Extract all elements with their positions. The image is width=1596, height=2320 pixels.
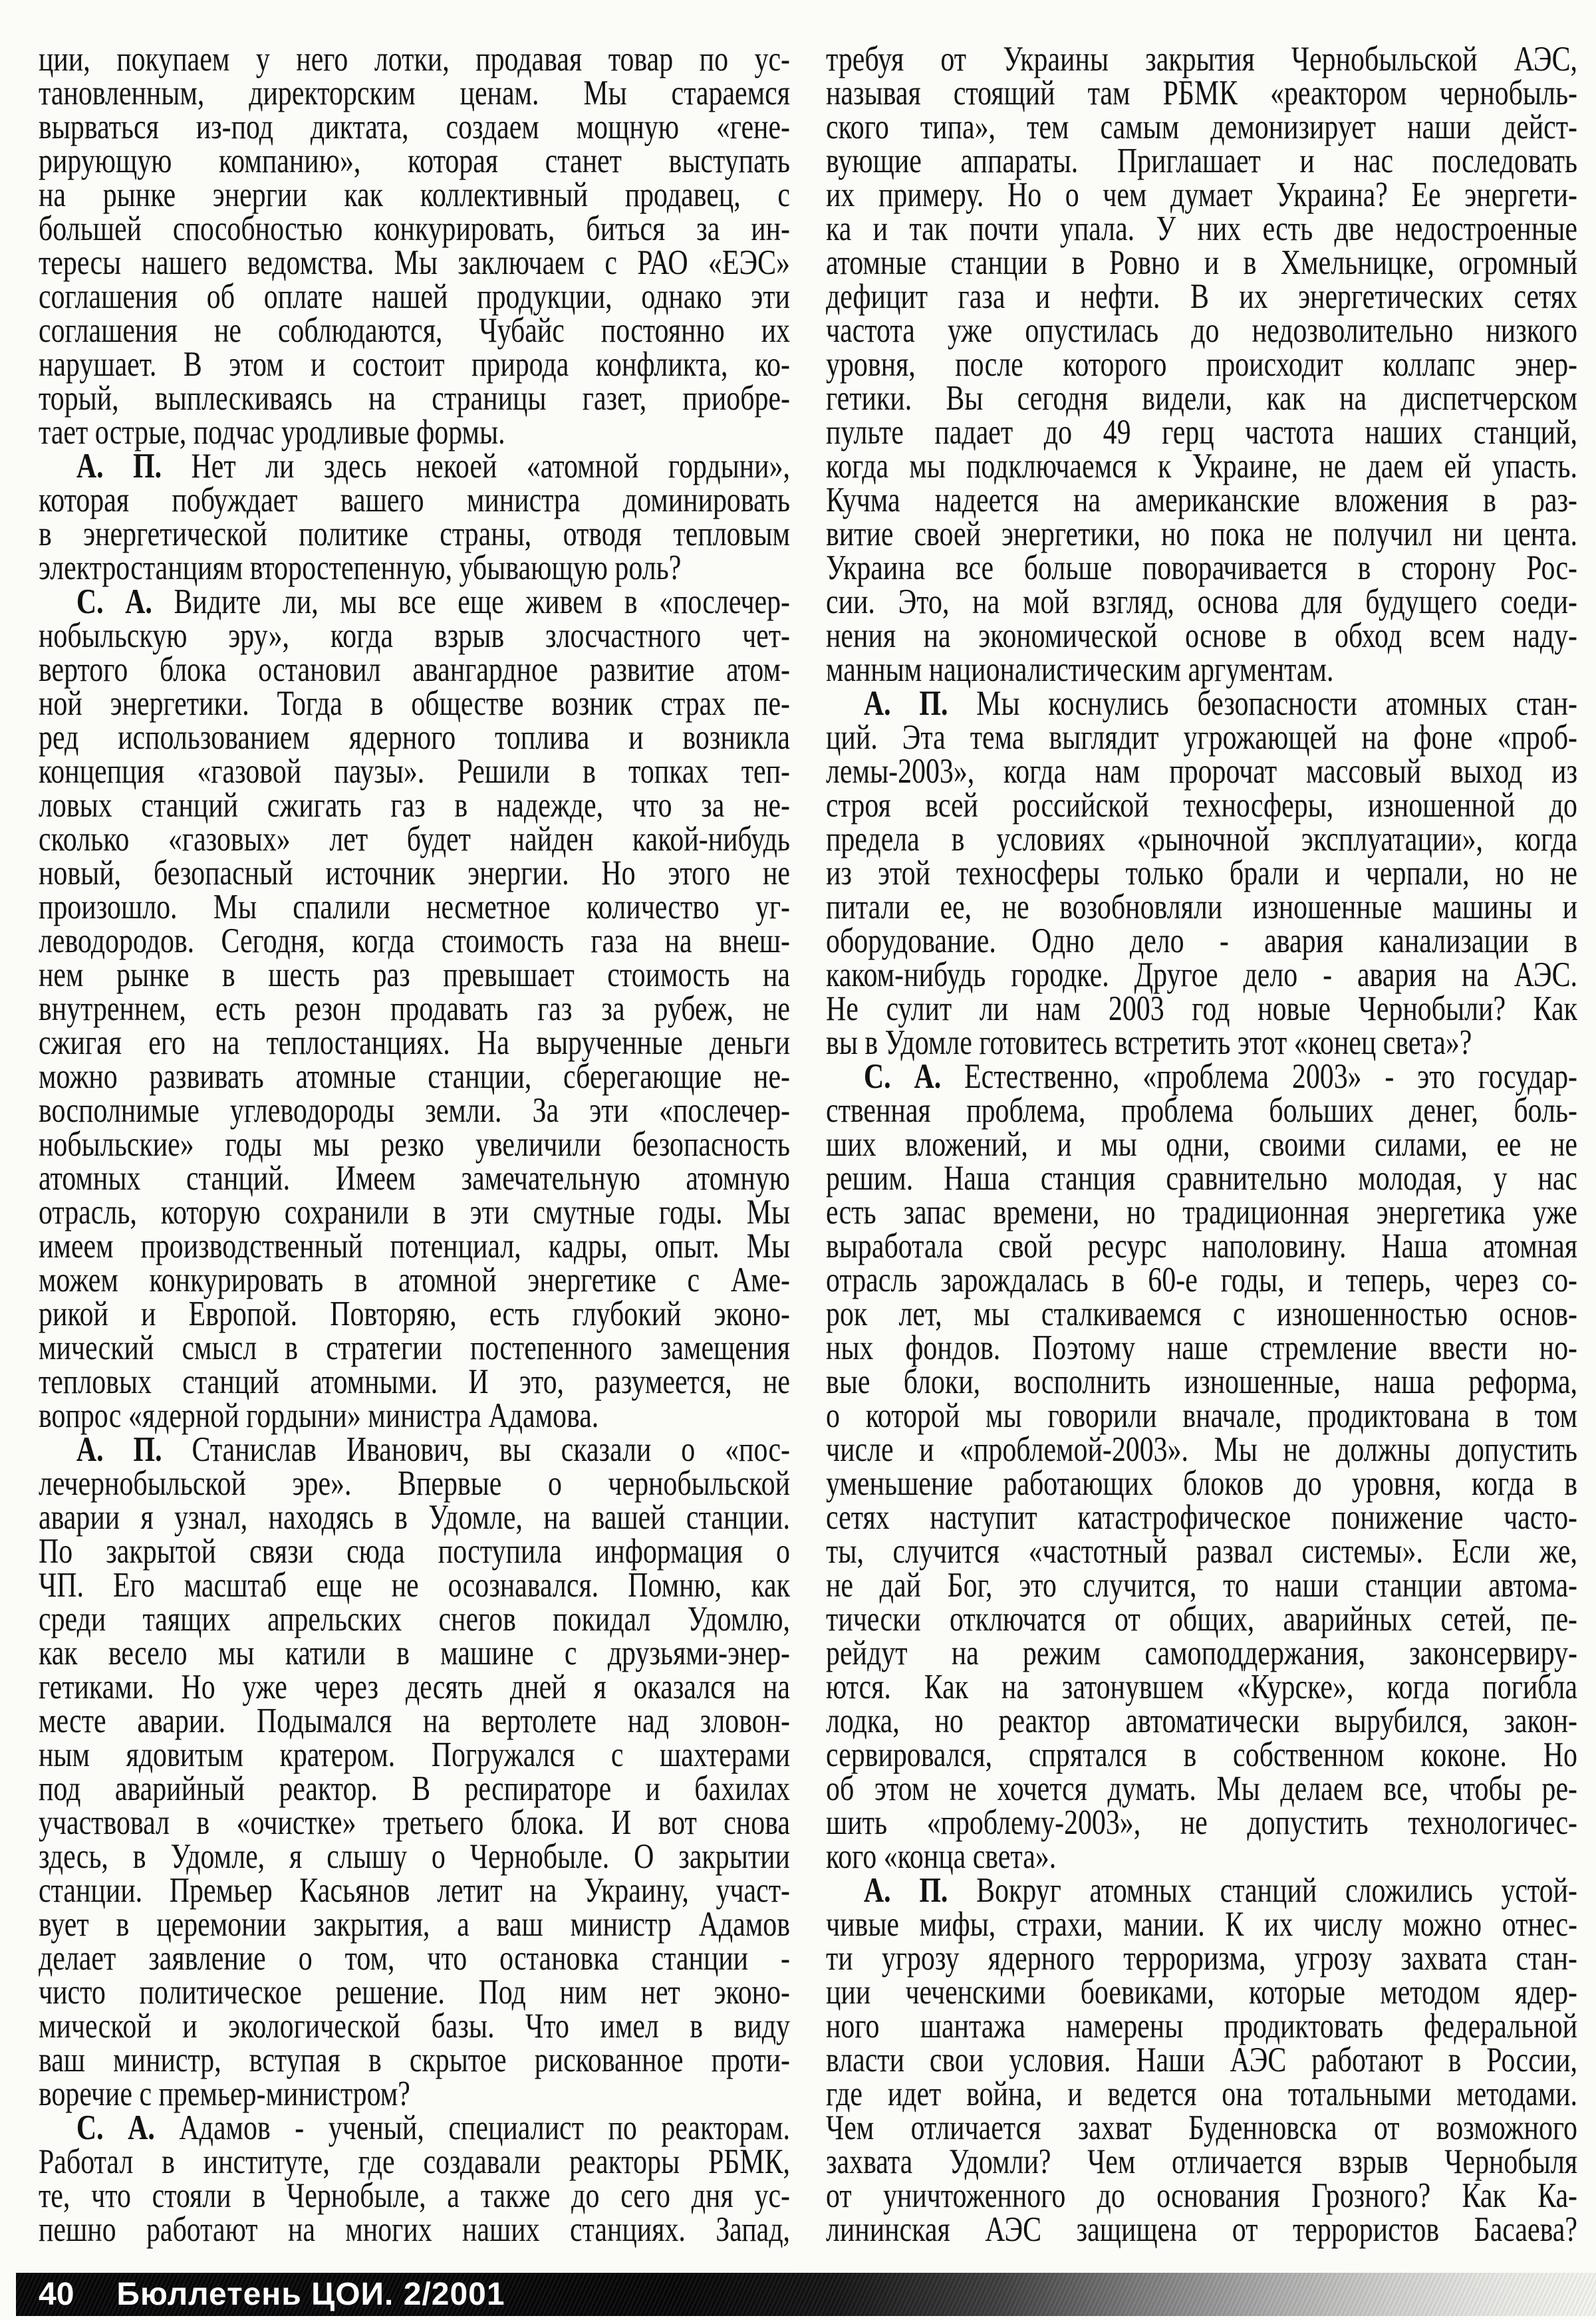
text-line: предела в условиях «рыночной эксплуатации», когда: [826, 820, 1577, 858]
text-line: ЧП. Его масштаб еще не осознавался. Помню, как: [39, 1566, 790, 1605]
text-line: шить «проблему-2003», не допустить технологичес-: [826, 1803, 1577, 1842]
text-line: новый, безопасный источник энергии. Но этого не: [39, 854, 790, 892]
text-line: ственная проблема, проблема больших денег, боль-: [826, 1091, 1577, 1130]
text-line: ных фондов. Поэтому наше стремление ввести но-: [826, 1329, 1577, 1367]
text-line: можно развивать атомные станции, сберегающие не-: [39, 1057, 790, 1096]
text-line: торый, выплескиваясь на страницы газет, приобре-: [39, 379, 790, 418]
text-line: выработала свой ресурс наполовину. Наша атомная: [826, 1227, 1577, 1265]
text-line: А. П. Станислав Иванович, вы сказали о «пос-: [76, 1430, 790, 1469]
speaker-label: С. А.: [76, 582, 174, 621]
speaker-label: А. П.: [76, 447, 192, 485]
speaker-label: А. П.: [863, 1871, 977, 1910]
text-line: числе и «проблемой-2003». Мы не должны допустить: [826, 1430, 1577, 1469]
text-line: из этой техносферы только брали и черпали, но не: [826, 854, 1577, 892]
text-line: манным националистическим аргументам.: [826, 650, 1334, 689]
text-line: тает острые, подчас уродливые формы.: [39, 413, 505, 451]
text-line: внутреннем, есть резон продавать газ за рубеж, не: [39, 989, 790, 1028]
text-line: вует в церемонии закрытия, а ваш министр Адамов: [39, 1905, 790, 1944]
text-line: ций. Эта тема выглядит угрожающей на фоне «проб-: [826, 718, 1577, 757]
text-line: можем конкурировать в атомной энергетике с Аме-: [39, 1261, 790, 1299]
text-column-left-content: [39, 40, 790, 2249]
text-line: ются. Как на затонувшем «Курске», когда погибла: [826, 1668, 1577, 1706]
speaker-label: А. П.: [863, 684, 977, 723]
text-line: С. А. Адамов - ученый, специалист по реакторам.: [76, 2109, 790, 2147]
text-line: как весело мы катили в машине с друзьями-энер-: [39, 1634, 790, 1672]
text-line: А. П. Мы коснулись безопасности атомных стан-: [863, 684, 1577, 723]
text-line: По закрытой связи сюда поступила информация о: [39, 1532, 790, 1571]
text-line: захвата Удомли? Чем отличается взрыв Чернобыля: [826, 2142, 1577, 2181]
footer-source-title: Бюллетень ЦОИ. 2/2001: [116, 2277, 505, 2312]
text-line: чивые мифы, страхи, мании. К их числу можно отнес-: [826, 1905, 1577, 1944]
text-line: отрасль зарождалась в 60-е годы, и теперь, через со-: [826, 1261, 1577, 1299]
text-line: тановленным, директорским ценам. Мы стараемся: [39, 74, 790, 112]
text-line: сжигая его на теплостанциях. На вырученные деньги: [39, 1023, 790, 1062]
text-line: вы в Удомле готовитесь встретить этот «конец света»?: [826, 1023, 1472, 1062]
text-line: когда мы подключаемся к Украине, не даем ей упасть.: [826, 447, 1577, 485]
text-line: произошло. Мы спалили несметное количество уг-: [39, 888, 790, 926]
text-line: среди таящих апрельских снегов покидал Удомлю,: [39, 1600, 790, 1638]
text-line: каком-нибудь городке. Другое дело - авария на АЭС.: [826, 956, 1577, 994]
text-line: рирующую компанию», которая станет выступать: [39, 142, 790, 180]
text-line: вопрос «ядерной гордыни» министра Адамова.: [39, 1396, 599, 1435]
text-line: ного шантажа намерены продиктовать федеральной: [826, 2007, 1577, 2045]
text-line: концепция «газовой паузы». Решили в топках теп-: [39, 752, 790, 791]
speaker-label: С. А.: [863, 1057, 965, 1096]
text-line: Украина все больше поворачивается в сторону Рос-: [826, 549, 1577, 587]
text-line: лодка, но реактор автоматически вырубился, закон-: [826, 1702, 1577, 1740]
text-line: от уничтоженного до основания Грозного? Как Ка-: [826, 2176, 1577, 2215]
text-line: вертого блока остановил авангардное развитие атом-: [39, 650, 790, 689]
speaker-label: А. П.: [76, 1430, 192, 1469]
text-line: ции, покупаем у него лотки, продавая товар по ус-: [39, 40, 790, 78]
text-line: здесь, в Удомле, я слышу о Чернобыле. О закрытии: [39, 1837, 790, 1876]
text-line: Работал в институте, где создавали реакторы РБМК,: [39, 2142, 790, 2181]
text-line: вые блоки, восполнить изношенные, наша реформа,: [826, 1362, 1577, 1401]
text-line: С. А. Естественно, «проблема 2003» - это государ-: [863, 1057, 1577, 1096]
text-line: отрасль, которую сохранили в эти смутные годы. Мы: [39, 1193, 790, 1231]
text-line: ти угрозу ядерного терроризма, угрозу захвата стан-: [826, 1939, 1577, 1978]
text-line: ции чеченскими боевиками, которые методом ядер-: [826, 1973, 1577, 2011]
text-line: уменьшение работающих блоков до уровня, когда в: [826, 1464, 1577, 1503]
text-line: их примеру. Но о чем думает Украина? Ее энергети-: [826, 176, 1577, 214]
text-line: решим. Наша станция сравнительно молодая, у нас: [826, 1159, 1577, 1198]
text-line: пульте падает до 49 герц частота наших станций,: [826, 413, 1577, 451]
text-line: Кучма надеется на американские вложения в раз-: [826, 481, 1577, 519]
text-line: требуя от Украины закрытия Чернобыльской АЭС,: [826, 40, 1577, 78]
text-line: гетиками. Но уже через десять дней я оказался на: [39, 1668, 790, 1706]
text-line: месте аварии. Подымался на вертолете над зловон-: [39, 1702, 790, 1740]
text-line: об этом не хочется думать. Мы делаем все, чтобы ре-: [826, 1769, 1577, 1808]
text-line: воречие с премьер-министром?: [39, 2075, 410, 2113]
text-line: дефицит газа и нефти. В их энергетических сетях: [826, 277, 1577, 316]
text-line: уровня, после которого происходит коллапс энер-: [826, 345, 1577, 384]
text-line: соглашения об оплате нашей продукции, однако эти: [39, 277, 790, 316]
text-line: те, что стояли в Чернобыле, а также до сего дня ус-: [39, 2176, 790, 2215]
text-line: мической и экологической базы. Что имел в виду: [39, 2007, 790, 2045]
text-column-right: [826, 40, 1577, 2249]
text-line: оборудование. Одно дело - авария канализации в: [826, 922, 1577, 960]
text-line: лечернобыльской эре». Впервые о чернобыльской: [39, 1464, 790, 1503]
text-line: А. П. Нет ли здесь некоей «атомной гордыни»,: [76, 447, 790, 485]
text-line: вующие аппараты. Приглашает и нас последовать: [826, 142, 1577, 180]
text-line: о которой мы говорили вначале, продиктована в том: [826, 1396, 1577, 1435]
text-line: кого «конца света».: [826, 1837, 1057, 1876]
text-line: ты, случится «частотный развал системы». Если же,: [826, 1532, 1577, 1571]
text-line: лининская АЭС защищена от террористов Басаева?: [826, 2210, 1577, 2249]
footer-page-number: 40: [39, 2277, 74, 2312]
text-line: Чем отличается захват Буденновска от возможного: [826, 2109, 1577, 2147]
text-line: есть запас времени, но традиционная энергетика уже: [826, 1193, 1577, 1231]
text-line: ловых станций сжигать газ в надежде, что за не-: [39, 786, 790, 825]
footer-bar: [16, 2273, 1596, 2316]
text-line: ка и так почти упала. У них есть две недостроенные: [826, 209, 1577, 248]
text-line: не дай Бог, это случится, то наши станции автома-: [826, 1566, 1577, 1605]
text-line: участвовал в «очистке» третьего блока. И вот снова: [39, 1803, 790, 1842]
text-line: под аварийный реактор. В респираторе и бахилах: [39, 1769, 790, 1808]
text-line: сии. Это, на мой взгляд, основа для будущего соеди-: [826, 582, 1577, 621]
text-line: рейдут на режим самоподдержания, законсервиру-: [826, 1634, 1577, 1672]
text-line: на рынке энергии как коллективный продавец, с: [39, 176, 790, 214]
text-column-left: [39, 40, 790, 2249]
text-line: нобыльскую эру», когда взрыв злосчастного чет-: [39, 616, 790, 655]
text-line: электростанциям второстепенную, убывающую роль?: [39, 549, 682, 587]
text-line: А. П. Вокруг атомных станций сложились устой-: [863, 1871, 1577, 1910]
text-column-right-content: [826, 40, 1577, 2249]
text-line: тически отключатся от общих, аварийных сетей, пе-: [826, 1600, 1577, 1638]
text-line: ной энергетики. Тогда в обществе возник страх пе-: [39, 684, 790, 723]
text-line: леводородов. Сегодня, когда стоимость газа на внеш-: [39, 922, 790, 960]
text-line: соглашения не соблюдаются, Чубайс постоянно их: [39, 311, 790, 350]
text-line: частота уже опустилась до недозволительно низкого: [826, 311, 1577, 350]
text-line: лемы-2003», когда нам пророчат массовый выход из: [826, 752, 1577, 791]
text-line: восполнимые углеводороды земли. За эти «послечер-: [39, 1091, 790, 1130]
text-line: чисто политическое решение. Под ним нет эконо-: [39, 1973, 790, 2011]
text-line: атомные станции в Ровно и в Хмельницке, огромный: [826, 243, 1577, 282]
text-line: делает заявление о том, что остановка станции -: [39, 1939, 790, 1978]
text-line: тересы нашего ведомства. Мы заключаем с РАО «ЕЭС»: [39, 243, 790, 282]
text-line: аварии я узнал, находясь в Удомле, на вашей станции.: [39, 1498, 790, 1537]
text-line: ред использованием ядерного топлива и возникла: [39, 718, 790, 757]
text-line: власти свои условия. Наши АЭС работают в России,: [826, 2041, 1577, 2079]
text-line: нем рынке в шесть раз превышает стоимость на: [39, 956, 790, 994]
text-line: нобыльские» годы мы резко увеличили безопасность: [39, 1125, 790, 1164]
text-line: витие своей энергетики, но пока не получил ни цента.: [826, 515, 1577, 553]
text-line: Не сулит ли нам 2003 год новые Чернобыли? Как: [826, 989, 1577, 1028]
text-line: нарушает. В этом и состоит природа конфликта, ко-: [39, 345, 790, 384]
text-line: гетики. Вы сегодня видели, как на диспетчерском: [826, 379, 1577, 418]
text-line: сколько «газовых» лет будет найден какой-нибудь: [39, 820, 790, 858]
text-line: где идет война, и ведется она тотальными методами.: [826, 2075, 1577, 2113]
text-line: вырваться из-под диктата, создаем мощную «гене-: [39, 108, 790, 146]
text-line: рок лет, мы сталкиваемся с изношенностью основ-: [826, 1295, 1577, 1333]
text-line: нения на экономической основе в обход всем наду-: [826, 616, 1577, 655]
text-line: атомных станций. Имеем замечательную атомную: [39, 1159, 790, 1198]
text-line: сетях наступит катастрофическое понижение часто-: [826, 1498, 1577, 1537]
text-line: ших вложений, и мы одни, своими силами, ее не: [826, 1125, 1577, 1164]
text-line: питали ее, не возобновляли изношенные машины и: [826, 888, 1577, 926]
text-line: строя всей российской техносферы, изношенной до: [826, 786, 1577, 825]
text-line: пешно работают на многих наших станциях. Запад,: [39, 2210, 790, 2249]
text-line: сервировался, спрятался в собственном коконе. Но: [826, 1736, 1577, 1774]
text-line: ваш министр, вступая в скрытое рискованное проти-: [39, 2041, 790, 2079]
text-line: мический смысл в стратегии постепенного замещения: [39, 1329, 790, 1367]
text-line: ского типа», тем самым демонизирует наши дейст-: [826, 108, 1577, 146]
text-line: станции. Премьер Касьянов летит на Украину, участ-: [39, 1871, 790, 1910]
text-line: которая побуждает вашего министра доминировать: [39, 481, 790, 519]
text-line: в энергетической политике страны, отводя тепловым: [39, 515, 790, 553]
text-line: С. А. Видите ли, мы все еще живем в «послечер-: [76, 582, 790, 621]
text-line: ным ядовитым кратером. Погружался с шахтерами: [39, 1736, 790, 1774]
text-line: рикой и Европой. Повторяю, есть глубокий эконо-: [39, 1295, 790, 1333]
speaker-label: С. А.: [76, 2109, 180, 2147]
text-line: имеем производственный потенциал, кадры, опыт. Мы: [39, 1227, 790, 1265]
text-line: тепловых станций атомными. И это, разумеется, не: [39, 1362, 790, 1401]
text-line: называя стоящий там РБМК «реактором чернобыль-: [826, 74, 1577, 112]
text-line: большей способностью конкурировать, биться за ин-: [39, 209, 790, 248]
